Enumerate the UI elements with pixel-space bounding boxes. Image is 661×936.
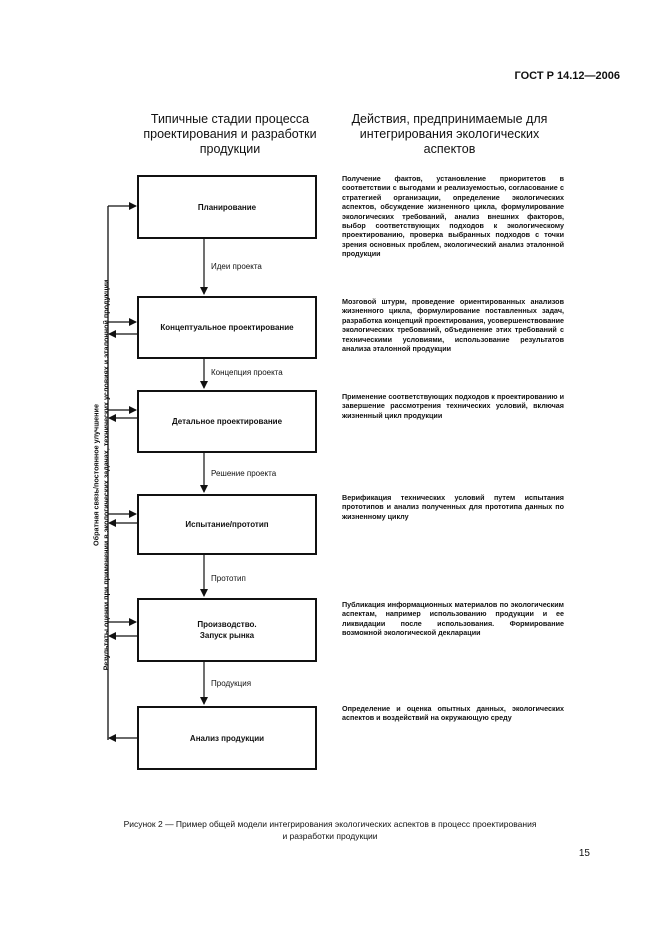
transition-label-prototype: Прототип (211, 574, 246, 583)
stage-testing-prototype: Испытание/прототип (137, 494, 317, 555)
transition-label-design-concept: Концепция проекта (211, 368, 283, 377)
action-text-planning: Получение фактов, установление приоритетов в соответствии с выгодами и реализуемостью, согласование с стратегией организации, определение экологических аспектов, обсуждение жизненного цикла, формулирование экологических требований, анализ внешних факторов, выбор соответствующих подходов к экологическому проектированию, проверка выбранных подходов с точки зрения основных проблем, экологический анализ эталонной продукции (342, 174, 564, 259)
feedback-label (91, 195, 111, 755)
left-column-title: Типичные стадии процесса проектирования и разработки продукции (143, 112, 317, 156)
action-text-conceptual: Мозговой штурм, проведение ориентированных анализов жизненного цикла, формулирование поставленных задач, разработка концепций проектирования, усовершенствование экологических требований, объединение этих требований с техническими условиями, использование результатов анализа эталонной продукции (342, 297, 564, 354)
standard-code: ГОСТ Р 14.12—2006 (514, 70, 620, 82)
stage-detailed-design: Детальное проектирование (137, 390, 317, 453)
action-text-review: Определение и оценка опытных данных, экологических аспектов и воздействий на окружающую среду (342, 704, 564, 723)
figure-caption: Рисунок 2 — Пример общей модели интегрирования экологических аспектов в процесс проектирования и разработки продукции (123, 819, 537, 841)
action-text-testing: Верификация технических условий путем испытания прототипов и анализ полученных для прототипа данных по жизненному циклу (342, 493, 564, 521)
transition-label-product: Продукция (211, 679, 252, 688)
stage-planning: Планирование (137, 175, 317, 239)
feedback-label-line2: Результаты оценки при применении в экологических задачах, технических условиях и эталонной продукции (101, 279, 111, 671)
action-text-detailed: Применение соответствующих подходов к проектированию и завершение рассмотрения технических условий, включая жизненный цикл продукции (342, 392, 564, 420)
stage-production-launch: Производство. Запуск рынка (137, 598, 317, 662)
transition-label-design-ideas: Идеи проекта (211, 262, 262, 271)
stage-conceptual-design: Концептуальное проектирование (137, 296, 317, 359)
transition-label-design-solution: Решение проекта (211, 469, 277, 478)
stage-product-review: Анализ продукции (137, 706, 317, 770)
action-text-production: Публикация информационных материалов по экологическим аспектам, например использованию продукции и ее ликвидации после использования. Формирование возможной экологической декларации (342, 600, 564, 638)
page-number: 15 (578, 848, 590, 859)
feedback-label-line1: Обратная связь/постоянное улучшение (91, 404, 101, 546)
right-column-title: Действия, предпринимаемые для интегрирования экологических аспектов (351, 112, 548, 156)
